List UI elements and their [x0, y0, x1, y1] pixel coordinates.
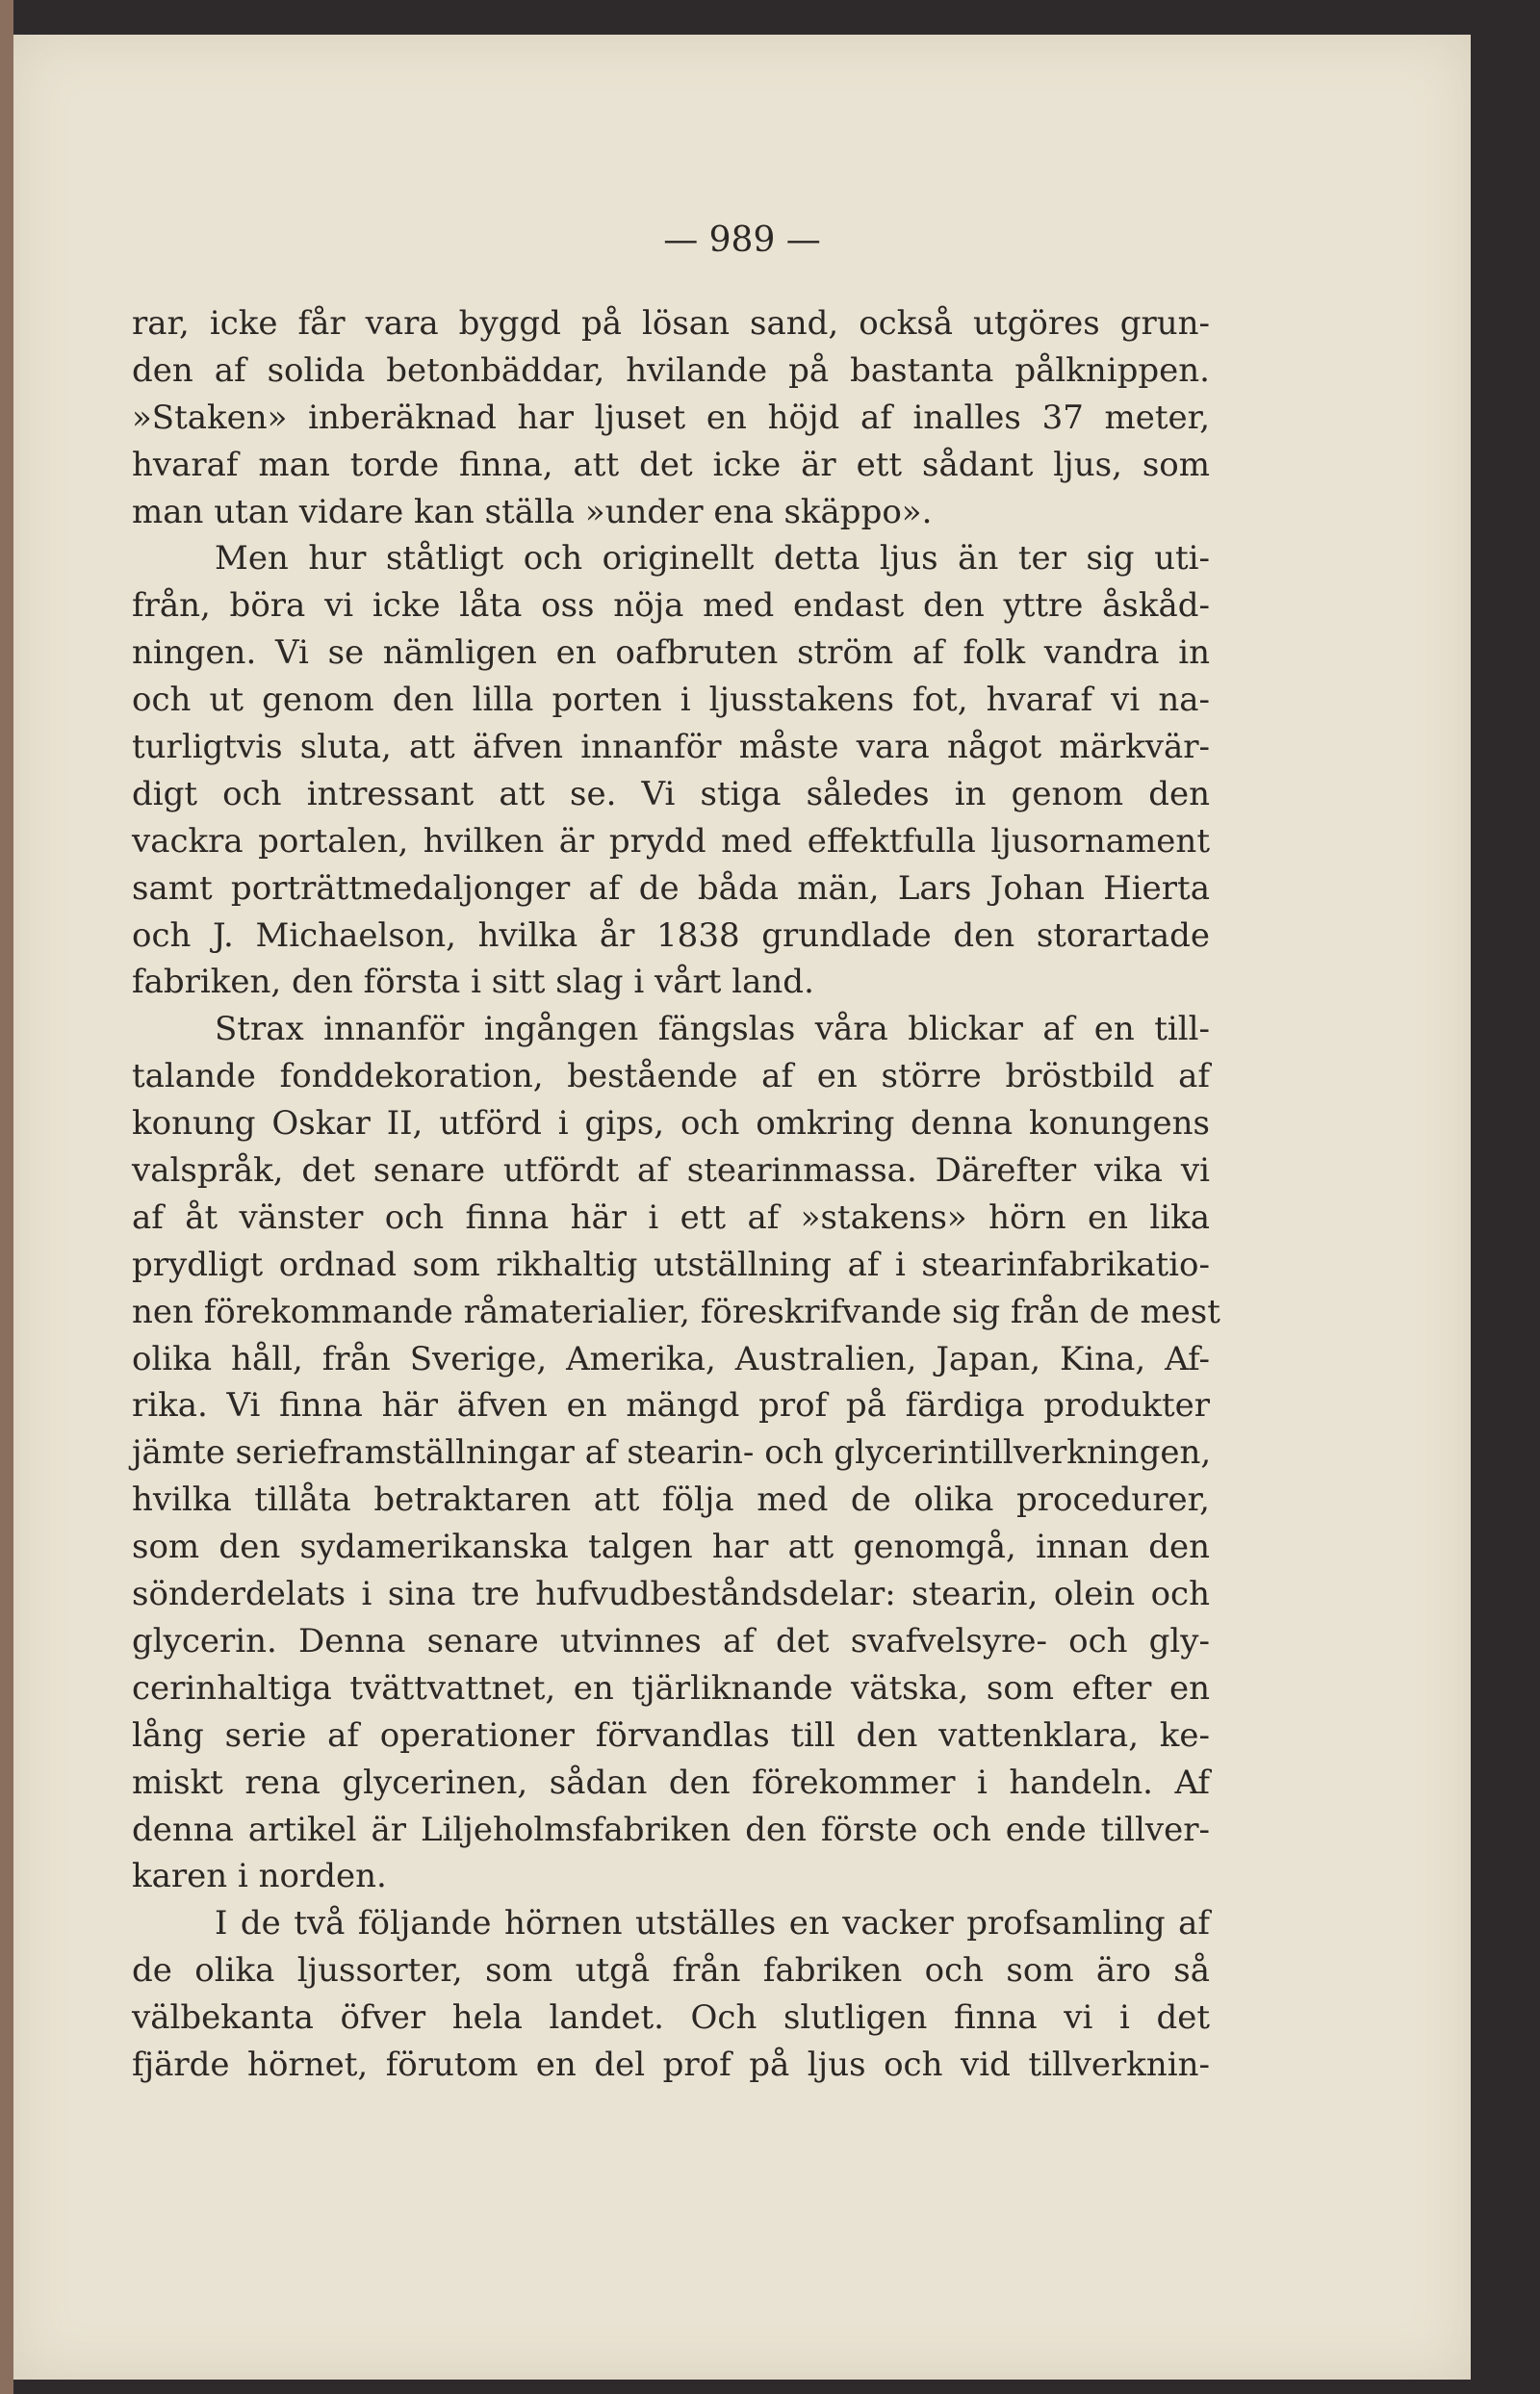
- text-line: Men hur ståtligt och originellt detta ljus än ter sig uti-: [215, 539, 1210, 579]
- text-line: och ut genom den lilla porten i ljusstakens fot, hvaraf vi na-: [132, 681, 1210, 720]
- text-line: rika. Vi finna här äfven en mängd prof på färdiga produkter: [132, 1386, 1210, 1426]
- text-line: nen förekommande råmaterialier, föreskrifvande sig från de mest: [132, 1292, 1220, 1331]
- book-spine-edge: [0, 0, 13, 2394]
- text-line: talande fonddekoration, bestående af en större bröstbild af: [132, 1057, 1210, 1096]
- text-line: lång serie af operationer förvandlas till den vattenklara, ke-: [132, 1715, 1210, 1755]
- text-line: konung Oskar II, utförd i gips, och omkring denna konungens: [132, 1104, 1210, 1144]
- text-line: rar, icke får vara byggd på lösan sand, också utgöres grun-: [132, 304, 1210, 343]
- text-line: valspråk, det senare utfördt af stearinmassa. Därefter vika vi: [132, 1151, 1210, 1191]
- text-line: från, böra vi icke låta oss nöja med endast den yttre åskåd-: [132, 586, 1210, 626]
- page-number: — 989 —: [663, 220, 821, 260]
- text-line: jämte serieframställningar af stearin- och glycerintillverkningen,: [132, 1433, 1212, 1473]
- text-line: olika håll, från Sverige, Amerika, Australien, Japan, Kina, Af-: [132, 1339, 1210, 1378]
- text-line: fabriken, den första i sitt slag i vårt land.: [132, 963, 814, 1002]
- text-line: vackra portalen, hvilken är prydd med effektfulla ljusornament: [132, 821, 1210, 861]
- text-line: af åt vänster och finna här i ett af »stakens» hörn en lika: [132, 1197, 1210, 1237]
- text-line: karen i norden.: [132, 1857, 387, 1896]
- text-line: den af solida betonbäddar, hvilande på bastanta pålknippen.: [132, 350, 1210, 390]
- text-line: Strax innanför ingången fängslas våra blickar af en till-: [215, 1010, 1210, 1049]
- text-line: I de två följande hörnen utställes en vacker profsamling af: [215, 1904, 1210, 1944]
- text-line: man utan vidare kan ställa »under ena skäppo».: [132, 492, 933, 531]
- text-line: sönderdelats i sina tre hufvudbeståndsdelar: stearin, olein och: [132, 1575, 1210, 1614]
- book-page: [13, 35, 1471, 2380]
- text-line: samt porträttmedaljonger af de båda män, Lars Johan Hierta: [132, 868, 1210, 908]
- text-line: hvilka tillåta betraktaren att följa med de olika procedurer,: [132, 1480, 1210, 1520]
- text-line: och J. Michaelson, hvilka år 1838 grundlade den storartade: [132, 915, 1210, 955]
- text-line: ningen. Vi se nämligen en oafbruten ström af folk vandra in: [132, 633, 1210, 673]
- text-line: välbekanta öfver hela landet. Och slutligen finna vi i det: [132, 1998, 1210, 2038]
- text-line: hvaraf man torde finna, att det icke är ett sådant ljus, som: [132, 445, 1210, 484]
- text-line: digt och intressant att se. Vi stiga således in genom den: [132, 774, 1210, 813]
- body-text: [132, 300, 1220, 2089]
- text-line: turligtvis sluta, att äfven innanför måste vara något märkvär-: [132, 728, 1210, 767]
- text-line: cerinhaltiga tvättvattnet, en tjärliknande vätska, som efter en: [132, 1668, 1210, 1708]
- text-line: som den sydamerikanska talgen har att genomgå, innan den: [132, 1528, 1210, 1567]
- text-line: fjärde hörnet, förutom en del prof på ljus och vid tillverknin-: [132, 2045, 1210, 2084]
- text-line: glycerin. Denna senare utvinnes af det svafvelsyre- och gly-: [132, 1621, 1210, 1660]
- text-line: denna artikel är Liljeholmsfabriken den förste och ende tillver-: [132, 1810, 1210, 1849]
- text-line: miskt rena glycerinen, sådan den förekommer i handeln. Af: [132, 1763, 1210, 1802]
- text-line: prydligt ordnad som rikhaltig utställning af i stearinfabrikatio-: [132, 1245, 1210, 1284]
- text-line: de olika ljussorter, som utgå från fabriken och som äro så: [132, 1951, 1210, 1991]
- text-line: »Staken» inberäknad har ljuset en höjd af inalles 37 meter,: [132, 398, 1210, 437]
